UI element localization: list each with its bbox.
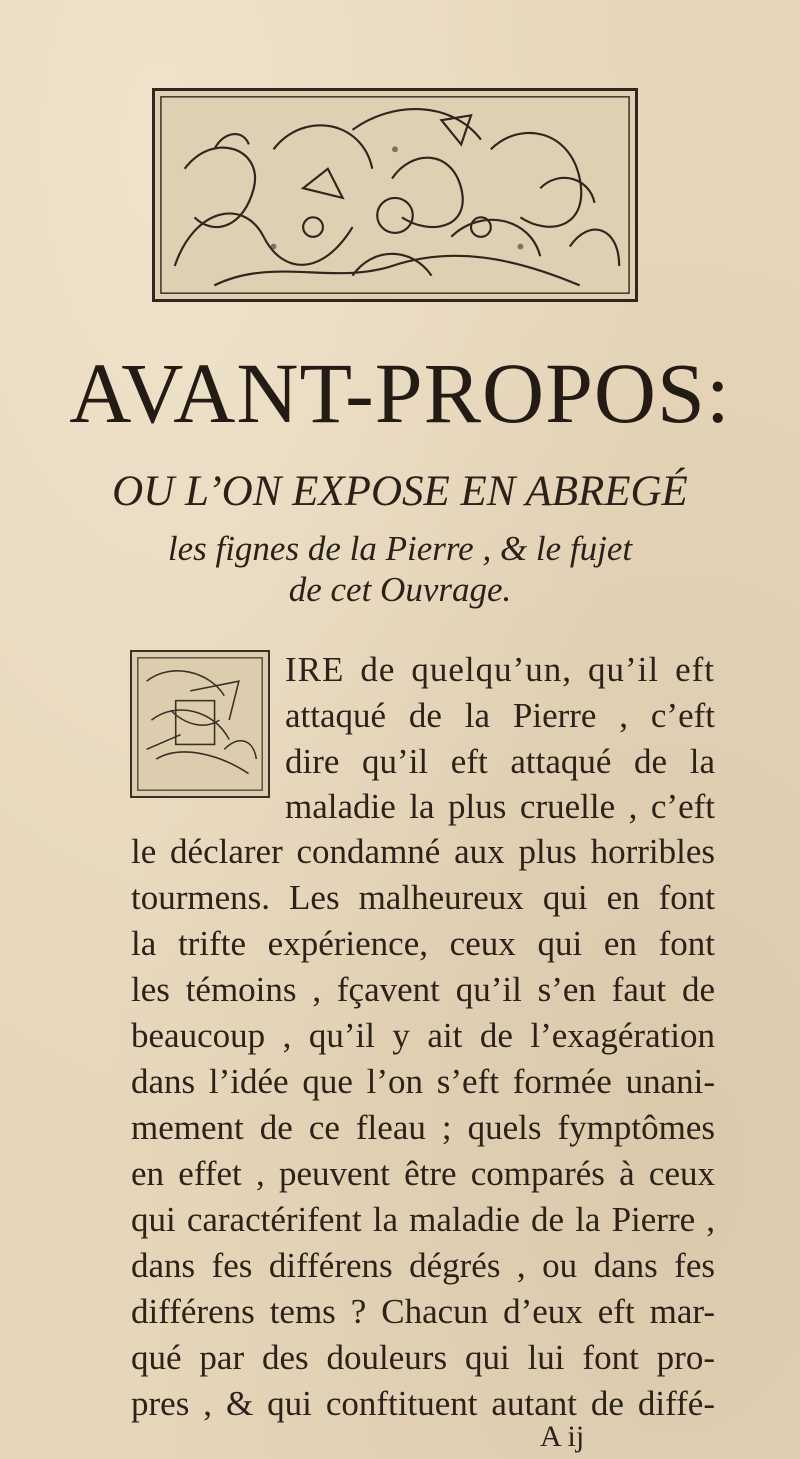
text-line: mement de ce fleau ; quels fymptômes: [131, 1108, 715, 1147]
text-line: les témoins , fçavent qu’il s’en faut de: [131, 970, 715, 1009]
text-line: pres , & qui conftituent autant de diffé-: [131, 1384, 715, 1423]
text-line: dans l’idée que l’on s’eft formée unani-: [131, 1062, 715, 1101]
text-line: en effet , peuvent être comparés à ceux: [131, 1154, 715, 1193]
text-line: dire qu’il eft attaqué de la: [285, 742, 715, 781]
subtitle-line: les fignes de la Pierre , & le fujet: [167, 529, 633, 568]
page-subtitle: OU L’ON EXPOSE EN ABREGÉ: [112, 468, 688, 515]
signature-mark: A ij: [540, 1420, 585, 1453]
page-title: AVANT-PROPOS:: [69, 345, 731, 441]
text-line: tourmens. Les malheureux qui en font: [131, 878, 715, 917]
text-line: attaqué de la Pierre , c’eft: [285, 696, 715, 735]
text-line: beaucoup , qu’il y ait de l’exagération: [131, 1016, 715, 1055]
text-line: qué par des douleurs qui lui font pro-: [131, 1338, 715, 1377]
text-line: le déclarer condamné aux plus horribles: [131, 832, 715, 871]
subtitle-line: de cet Ouvrage.: [288, 570, 512, 610]
text-line: qui caractérifent la maladie de la Pierre ,: [131, 1200, 715, 1239]
text-line: la trifte expérience, ceux qui en font: [131, 924, 715, 963]
text-line: dans fes différens dégrés , ou dans fes: [131, 1246, 715, 1285]
text-line: différens tems ? Chacun d’eux eft mar-: [131, 1292, 715, 1331]
text-line: maladie la plus cruelle , c’eft: [285, 787, 715, 826]
text-line: IRE de quelqu’un, qu’il eft: [285, 650, 715, 689]
